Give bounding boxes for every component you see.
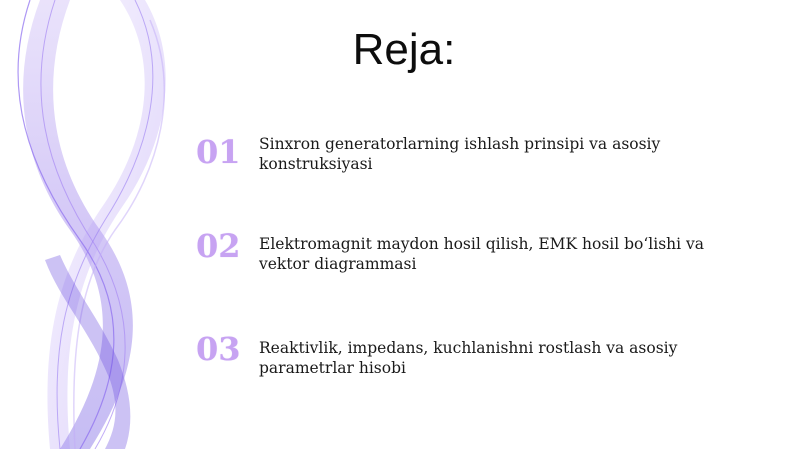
agenda-item-number: 01 bbox=[196, 133, 241, 171]
agenda-item-number: 03 bbox=[196, 330, 241, 368]
agenda-item-text: Reaktivlik, impedans, kuchlanishni rostlash va asosiy parametrlar hisobi bbox=[259, 339, 678, 377]
agenda-item-number: 02 bbox=[196, 227, 241, 265]
agenda-item bbox=[196, 226, 756, 286]
agenda-item bbox=[196, 132, 756, 192]
agenda-item-text: Sinxron generatorlarning ishlash prinsipi va asosiy konstruksiyasi bbox=[259, 135, 661, 173]
slide-title: Reja: bbox=[352, 25, 456, 74]
agenda-item-text: Elektromagnit maydon hosil qilish, EMK hosil bo‘lishi va vektor diagrammasi bbox=[259, 235, 705, 273]
agenda-item bbox=[196, 329, 756, 389]
